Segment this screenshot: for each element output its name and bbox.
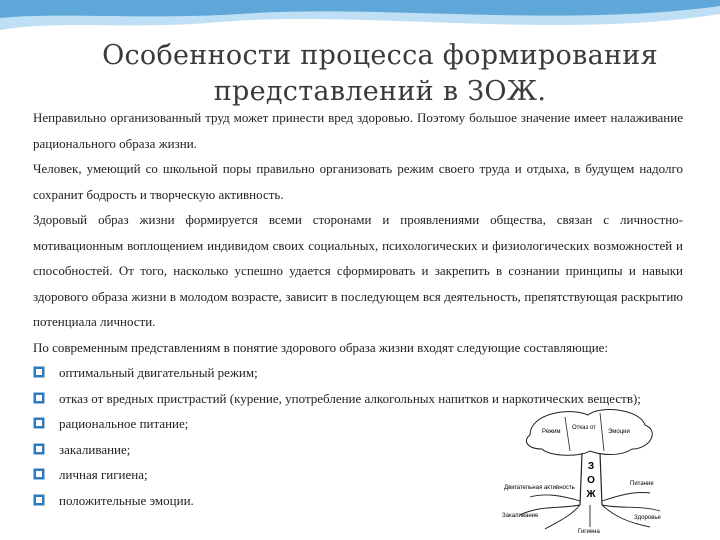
diagram-label: Отказ от [572,425,596,431]
diagram-label: Гигиена [578,529,600,535]
trunk-letter: О [587,475,595,486]
list-item [33,488,489,514]
list-item [33,360,683,386]
tree-diagram [500,405,675,535]
list-item-text: рациональное питание; [59,416,189,431]
slide-title [60,38,700,110]
list-item-text: положительные эмоции. [59,492,194,508]
diagram-label: Режим [542,429,561,435]
header-wave-banner [0,0,720,40]
diagram-label: Закаливание [502,513,539,519]
diagram-label: Здоровье [634,515,661,521]
list-item [33,437,489,463]
trunk-letter: З [587,461,595,472]
checkbox-square-icon [33,392,45,404]
diagram-label: Питание [630,481,654,487]
checkbox-square-icon [33,417,45,429]
list-item-text: оптимальный двигательный режим; [59,365,258,380]
list-item-text: закаливание; [59,441,131,457]
paragraph-1: Неправильно организованный труд может принести вред здоровью. Поэтому большое значение имеет налаживание рационального образа жизни. [33,110,683,151]
checkbox-square-icon [33,468,45,480]
paragraph-3: Здоровый образ жизни формируется всеми сторонами и проявлениями общества, связан с личностно-мотивационным воплощением индивидом своих социальных, психологических и физиологических возможностей и способностей. От того, насколько успешно удается сформировать и закрепить в сознании принципы и навыки здорового образа жизни в молодом возрасте, зависит в последующем вся деятельность, препятствующая раскрытию потенциала личности. [33,212,683,329]
diagram-label: Эмоции [608,429,630,435]
paragraph-2: Человек, умеющий со школьной поры правильно организовать режим своего труда и отдыха, в будущем надолго сохранит бодрость и творческую активность. [33,161,683,202]
checkbox-square-icon [33,443,45,455]
list-item [33,411,489,437]
checkbox-square-icon [33,366,45,378]
checkbox-square-icon [33,494,45,506]
list-item-text: личная гигиена; [59,467,148,482]
diagram-label: Двигательная активность [504,485,575,491]
trunk-letter: Ж [586,489,596,500]
list-item [33,462,489,488]
title-line-2: представлений в ЗОЖ. [213,76,547,107]
list-item-text: отказ от вредных пристрастий (курение, употребление алкогольных напитков и наркотических веществ); [59,390,641,406]
title-line-1: Особенности процесса формирования [102,40,658,71]
paragraph-4: По современным представлениям в понятие здорового образа жизни входят следующие составляющие: [33,339,609,355]
